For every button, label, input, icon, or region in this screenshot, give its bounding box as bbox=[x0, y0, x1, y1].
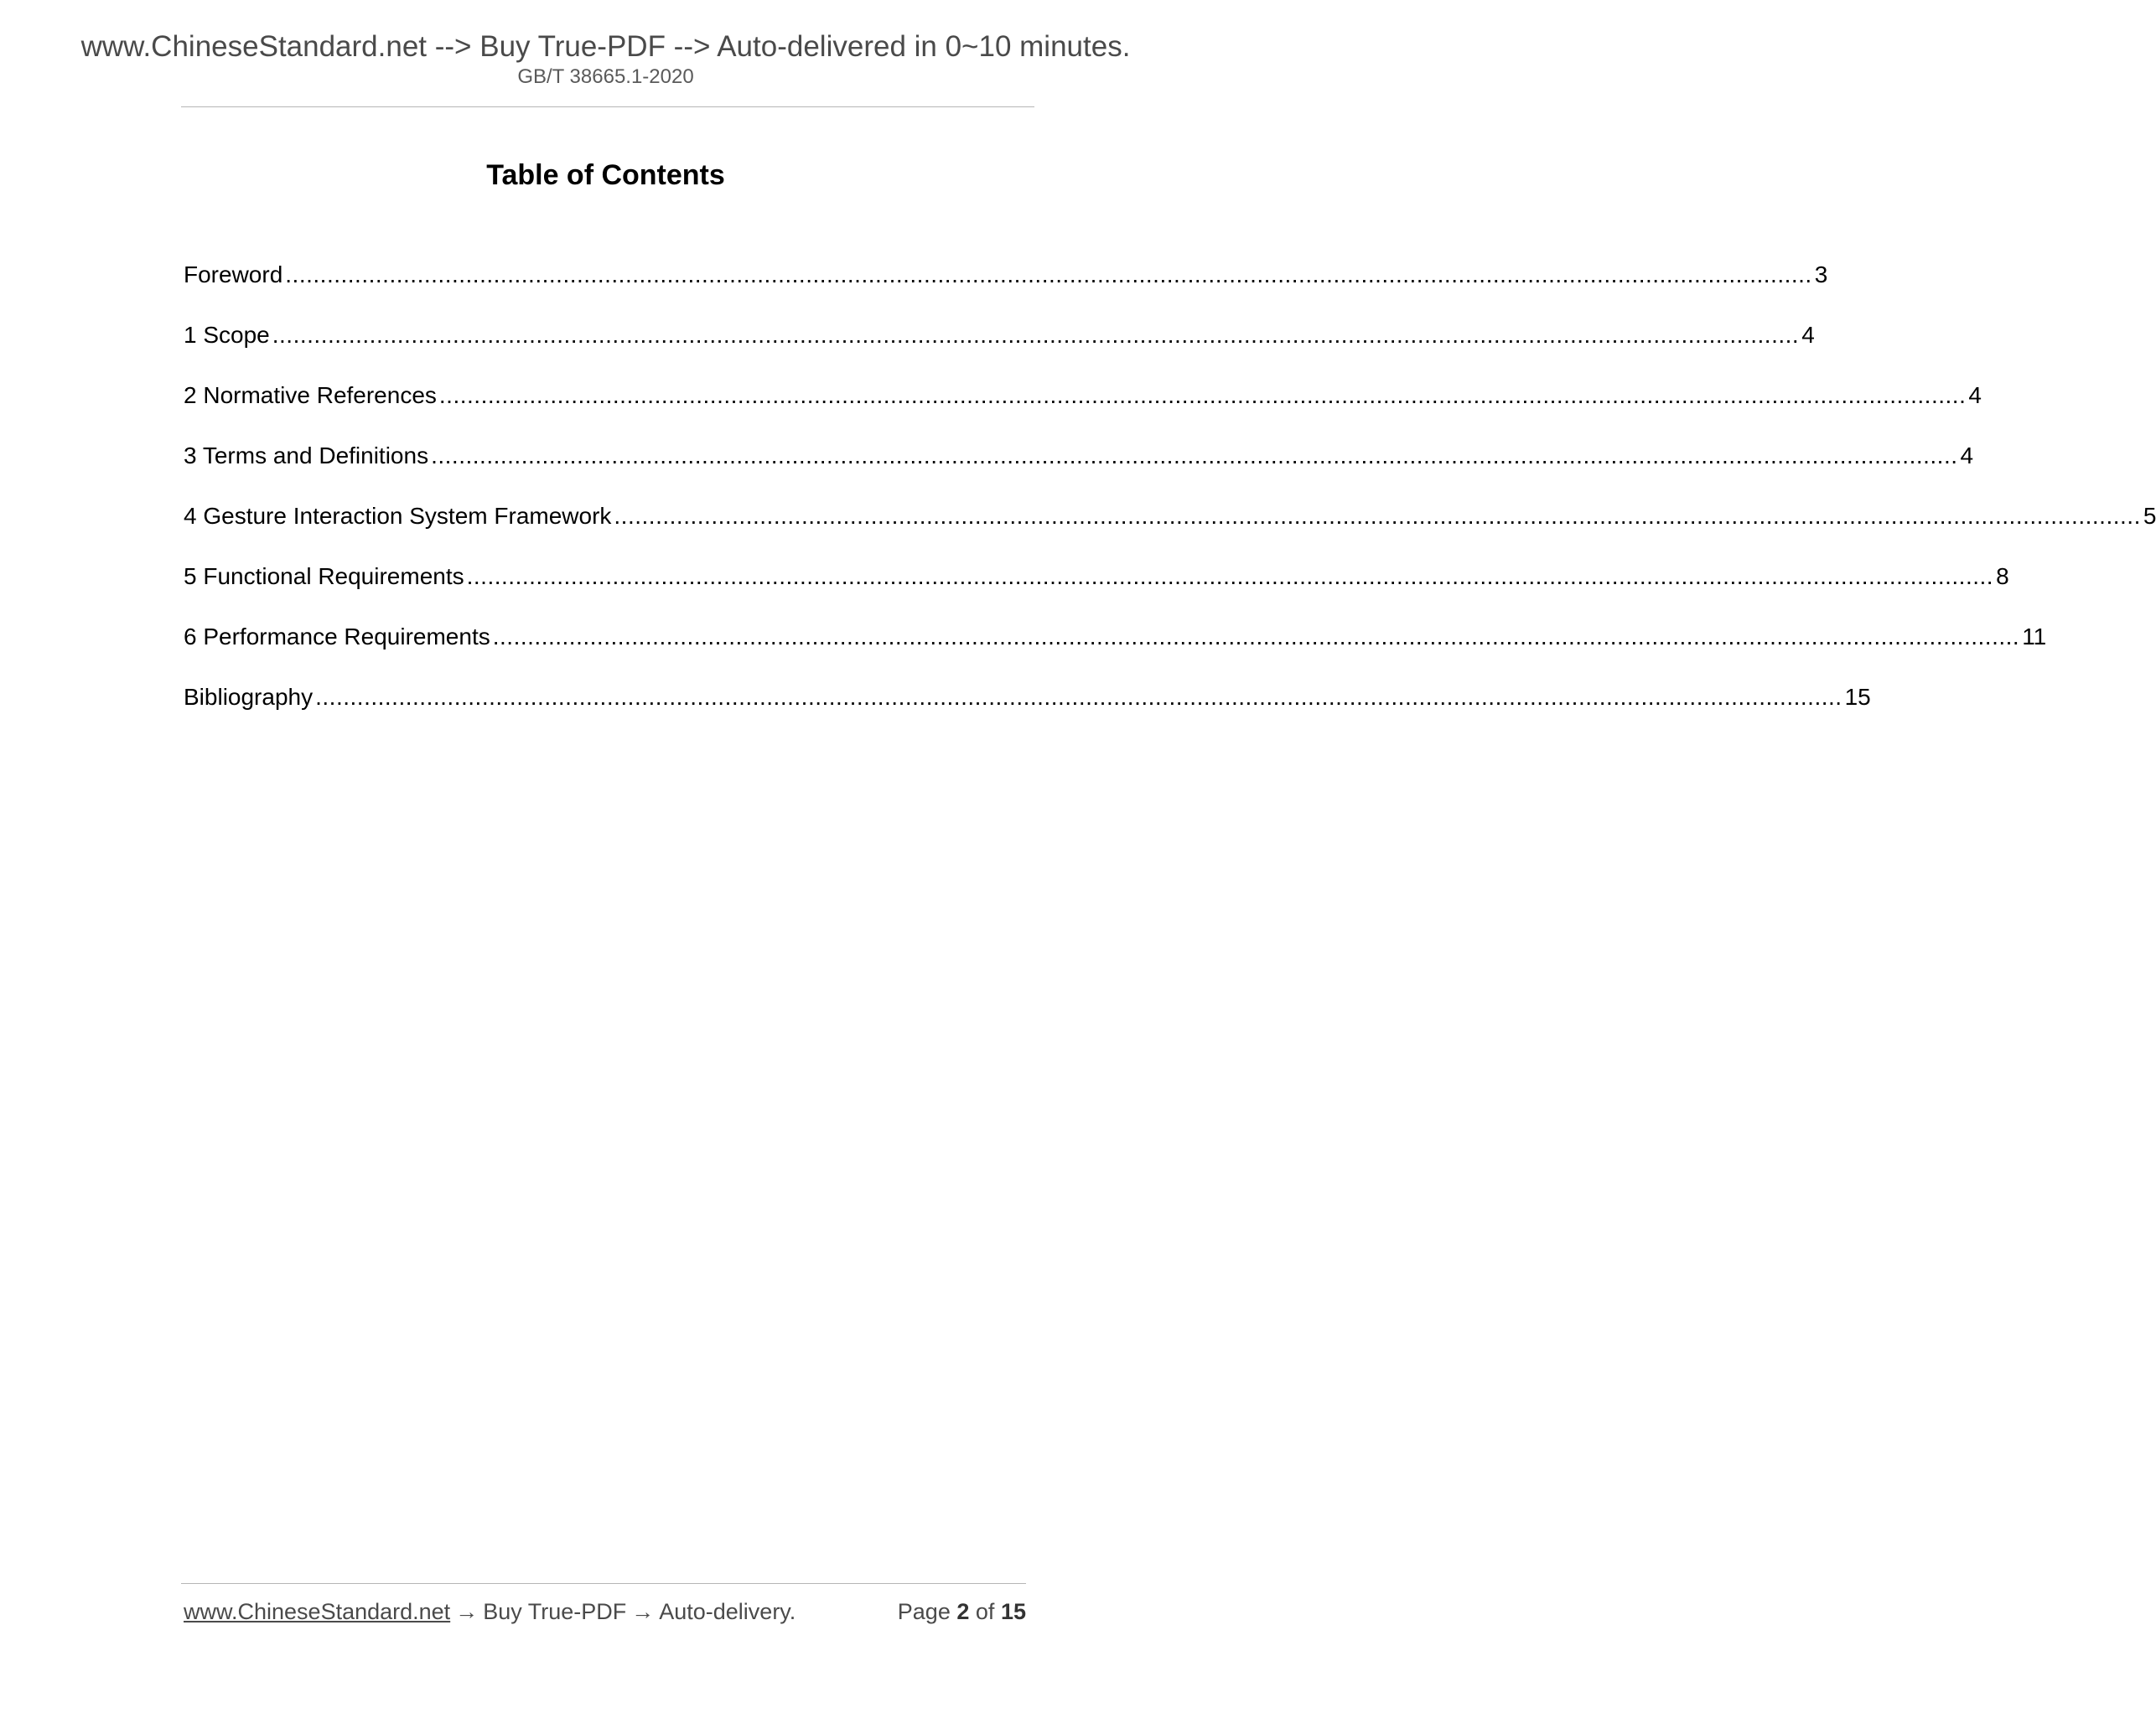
dot-leader: ............................................................................................................................................................................................................................ bbox=[614, 503, 2141, 529]
dot-leader: ............................................................................................................................................................................................................................ bbox=[431, 442, 1958, 468]
toc-entry-page: 4 bbox=[1968, 382, 1982, 408]
page-word: Page bbox=[897, 1599, 951, 1624]
right-arrow-icon: → bbox=[455, 1599, 479, 1624]
toc-entry-performance-requirements[interactable] bbox=[184, 624, 2047, 685]
toc-entry-bibliography[interactable] bbox=[184, 684, 1871, 745]
toc-entry-foreword[interactable] bbox=[184, 261, 1828, 323]
dot-leader: ............................................................................................................................................................................................................................ bbox=[272, 322, 1800, 348]
dot-leader: ............................................................................................................................................................................................................................ bbox=[285, 261, 1812, 287]
toc-entry-label: 2 Normative References bbox=[184, 382, 437, 408]
footer-step-delivery: Auto-delivery. bbox=[659, 1599, 796, 1624]
toc-entry-page: 4 bbox=[1960, 442, 1974, 468]
page-of-word: of bbox=[975, 1599, 995, 1624]
header-divider bbox=[181, 106, 1034, 107]
dot-leader: ............................................................................................................................................................................................................................ bbox=[492, 624, 2020, 649]
footer-divider bbox=[181, 1583, 1026, 1584]
right-arrow-icon: → bbox=[631, 1599, 655, 1624]
total-pages: 15 bbox=[1000, 1599, 1026, 1624]
toc-entry-label: 4 Gesture Interaction System Framework bbox=[184, 503, 612, 529]
toc-entry-label: Bibliography bbox=[184, 684, 314, 710]
standard-number: GB/T 38665.1-2020 bbox=[517, 65, 694, 88]
toc-entry-label: 1 Scope bbox=[184, 322, 270, 348]
dot-leader: ............................................................................................................................................................................................................................ bbox=[438, 382, 1967, 408]
toc-entry-terms-and-definitions[interactable] bbox=[184, 442, 1974, 504]
page-footer bbox=[184, 1601, 1026, 1623]
table-of-contents bbox=[184, 261, 2156, 745]
dot-leader: ............................................................................................................................................................................................................................ bbox=[466, 563, 1994, 589]
site-banner: www.ChineseStandard.net --> Buy True-PDF --> Auto-delivered in 0~10 minutes. bbox=[80, 30, 1131, 63]
toc-entry-gesture-interaction-framework[interactable] bbox=[184, 503, 2156, 564]
footer-step-buy: Buy True-PDF bbox=[483, 1599, 627, 1624]
page-title: Table of Contents bbox=[486, 159, 725, 191]
toc-entry-page: 11 bbox=[2022, 624, 2047, 649]
toc-entry-label: 6 Performance Requirements bbox=[184, 624, 490, 649]
page-number bbox=[898, 1601, 1026, 1623]
toc-entry-page: 5 bbox=[2143, 503, 2156, 529]
toc-entry-page: 15 bbox=[1844, 684, 1871, 710]
site-link[interactable]: www.ChineseStandard.net bbox=[184, 1599, 451, 1624]
dot-leader: ............................................................................................................................................................................................................................ bbox=[315, 684, 1842, 710]
toc-entry-normative-references[interactable] bbox=[184, 382, 1982, 443]
toc-entry-page: 4 bbox=[1801, 322, 1815, 348]
toc-entry-label: 5 Functional Requirements bbox=[184, 563, 464, 589]
toc-entry-page: 3 bbox=[1814, 261, 1828, 287]
toc-entry-page: 8 bbox=[1996, 563, 2009, 589]
toc-entry-functional-requirements[interactable] bbox=[184, 563, 2009, 624]
toc-entry-label: Foreword bbox=[184, 261, 283, 287]
toc-entry-label: 3 Terms and Definitions bbox=[184, 442, 429, 468]
current-page: 2 bbox=[956, 1599, 970, 1624]
toc-entry-scope[interactable] bbox=[184, 322, 1815, 383]
